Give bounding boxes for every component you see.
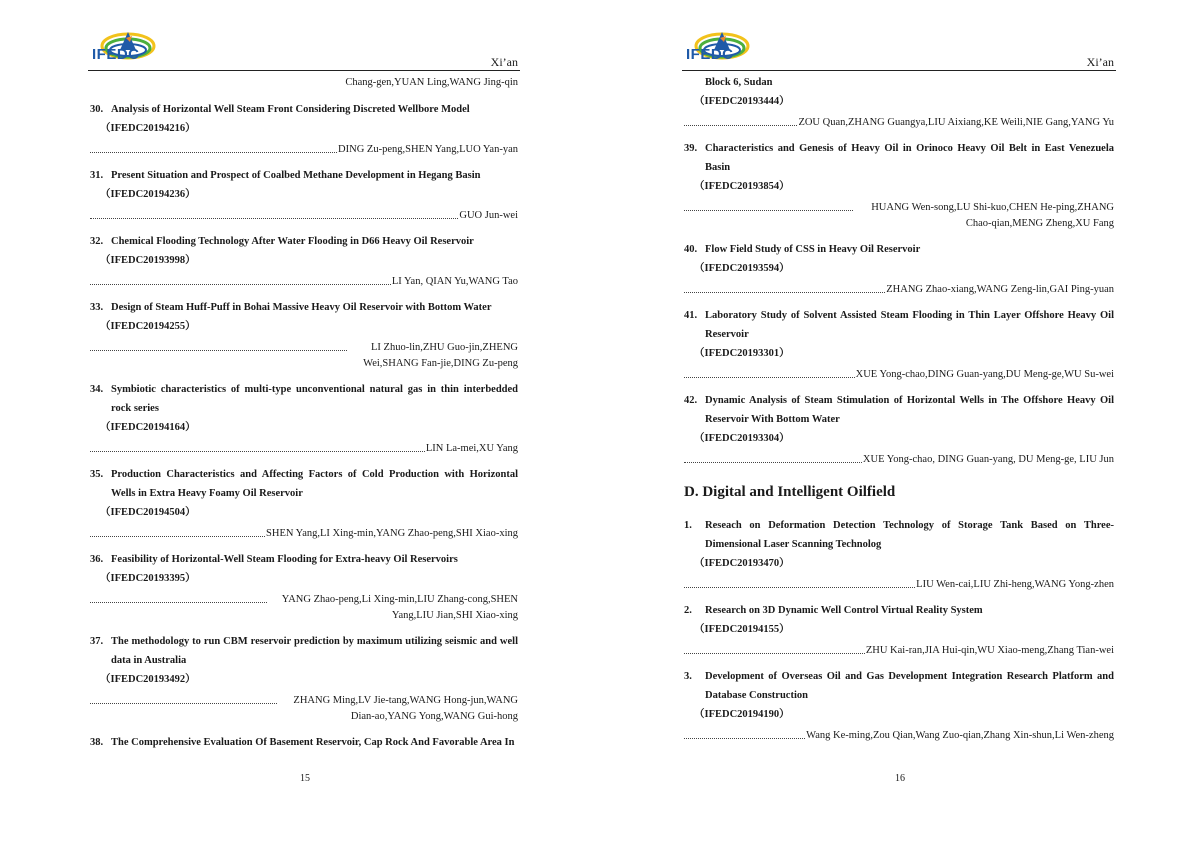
entry-title: Chemical Flooding Technology After Water Flooding in D66 Heavy Oil Reservoir (111, 236, 474, 247)
entry-number: 35. (90, 469, 104, 480)
entry-authors: LI Zhuo-lin,ZHU Guo-jin,ZHENG Wei,SHANG Fan-jie,DING Zu-peng (363, 342, 518, 369)
entry-authors: LI Yan, QIAN Yu,WANG Tao (391, 276, 518, 287)
paper-entry (90, 298, 518, 372)
leader-dots (684, 200, 853, 211)
paper-entry (684, 139, 1114, 232)
leader-dots (684, 728, 805, 739)
paper-entry (684, 306, 1114, 383)
paper-entry (684, 240, 1114, 298)
entry-list (684, 73, 1114, 752)
entry-list (90, 73, 518, 760)
paper-entry-continued (684, 73, 1114, 131)
paper-entry (90, 632, 518, 725)
entry-code: （IFEDC20194190） (694, 709, 790, 720)
entry-title: Block 6, Sudan (705, 77, 773, 88)
entry-number: 32. (90, 236, 104, 247)
leader-dots (684, 577, 915, 588)
paper-entry (90, 100, 518, 158)
entry-number: 1. (684, 520, 692, 531)
leader-dots (90, 592, 267, 603)
leader-dots (684, 643, 865, 654)
entry-number: 30. (90, 104, 104, 115)
page-left (88, 0, 520, 842)
entry-code: （IFEDC20193444） (694, 96, 790, 107)
entry-number: 41. (684, 310, 698, 321)
entry-number: 40. (684, 244, 698, 255)
entry-authors: ZHANG Zhao-xiang,WANG Zeng-lin,GAI Ping-yuan (886, 284, 1114, 295)
entry-title: Development of Overseas Oil and Gas Development Integration Research Platform and Database Construction (705, 671, 1114, 701)
entry-title: Present Situation and Prospect of Coalbed Methane Development in Hegang Basin (111, 170, 481, 181)
entry-title: Analysis of Horizontal Well Steam Front Considering Discreted Wellbore Model (111, 104, 470, 115)
entry-number: 37. (90, 636, 104, 647)
entry-authors: SHEN Yang,LI Xing-min,YANG Zhao-peng,SHI Xiao-xing (266, 528, 518, 539)
leader-dots (684, 282, 885, 293)
entry-authors: ZOU Quan,ZHANG Guangya,LIU Aixiang,KE Weili,NIE Gang,YANG Yu (798, 117, 1114, 128)
page-right (682, 0, 1116, 842)
entry-number: 2. (684, 605, 692, 616)
section-heading: D. Digital and Intelligent Oilfield (684, 484, 896, 500)
entry-title: The Comprehensive Evaluation Of Basement Reservoir, Cap Rock And Favorable Area In (111, 737, 515, 748)
entry-code: （IFEDC20193854） (694, 181, 790, 192)
entry-code: （IFEDC20193998） (100, 255, 196, 266)
header-location: Xi’an (490, 55, 518, 69)
entry-title: The methodology to run CBM reservoir prediction by maximum utilizing seismic and well data in Australia (111, 636, 518, 666)
entry-code: （IFEDC20194216） (100, 123, 196, 134)
entry-authors: LIN La-mei,XU Yang (425, 443, 518, 454)
entry-title: Laboratory Study of Solvent Assisted Steam Flooding in Thin Layer Offshore Heavy Oil Reservoir (705, 310, 1114, 340)
entry-code: （IFEDC20194504） (100, 507, 196, 518)
header-rule (88, 70, 520, 71)
entry-title: Characteristics and Genesis of Heavy Oil in Orinoco Heavy Oil Belt in East Venezuela Basin (705, 143, 1114, 173)
paper-entry (90, 550, 518, 624)
paper-entry (684, 667, 1114, 744)
leader-dots (90, 441, 425, 452)
entry-number: 3. (684, 671, 692, 682)
paper-entry (90, 465, 518, 542)
page-number: 15 (300, 773, 310, 784)
entry-code: （IFEDC20193594） (694, 263, 790, 274)
paper-entry (90, 232, 518, 290)
paper-entry (90, 166, 518, 224)
entry-number: 42. (684, 395, 698, 406)
entry-number: 31. (90, 170, 104, 181)
leader-dots (90, 526, 265, 537)
leader-dots (684, 115, 797, 126)
leader-dots (90, 340, 347, 351)
entry-title: Flow Field Study of CSS in Heavy Oil Reservoir (705, 244, 921, 255)
entry-authors: HUANG Wen-song,LU Shi-kuo,CHEN He-ping,ZHANG Chao-qian,MENG Zheng,XU Fang (871, 202, 1114, 229)
paper-entry (90, 380, 518, 457)
entry-authors: DING Zu-peng,SHEN Yang,LUO Yan-yan (338, 144, 518, 155)
leader-dots (90, 274, 391, 285)
entry-authors: Wang Ke-ming,Zou Qian,Wang Zuo-qian,Zhang Xin-shun,Li Wen-zheng (806, 730, 1114, 741)
page-number: 16 (895, 773, 905, 784)
entry-title: Production Characteristics and Affecting Factors of Cold Production with Horizontal Wells in Extra Heavy Foamy Oil Reservoir (111, 469, 518, 499)
entry-title: Feasibility of Horizontal-Well Steam Flooding for Extra-heavy Oil Reservoirs (111, 554, 458, 565)
leader-dots (90, 208, 458, 219)
entry-code: （IFEDC20193395） (100, 573, 196, 584)
entry-title: Dynamic Analysis of Steam Stimulation of Horizontal Wells in The Offshore Heavy Oil Reservoir With Bottom Water (705, 395, 1114, 425)
entry-number: 34. (90, 384, 104, 395)
paper-entry (684, 391, 1114, 468)
entry-code: （IFEDC20194164） (100, 422, 196, 433)
entry-code: （IFEDC20193470） (694, 558, 790, 569)
paper-entry (90, 733, 518, 752)
header-rule (682, 70, 1116, 71)
entry-number: 36. (90, 554, 104, 565)
entry-number: 39. (684, 143, 698, 154)
ifedc-logo (690, 18, 754, 72)
entry-authors: LIU Wen-cai,LIU Zhi-heng,WANG Yong-zhen (916, 579, 1114, 590)
entry-number: 38. (90, 737, 104, 748)
leader-dots (90, 693, 277, 704)
logo-text: IFEDC (92, 46, 140, 63)
entry-code: （IFEDC20193492） (100, 674, 196, 685)
entry-code: （IFEDC20194155） (694, 624, 790, 635)
logo-text: IFEDC (686, 46, 734, 63)
entry-code: （IFEDC20193301） (694, 348, 790, 359)
entry-title: Reseach on Deformation Detection Technology of Storage Tank Based on Three-Dimensional Laser Scanning Technolog (705, 520, 1114, 550)
ifedc-logo (96, 18, 160, 72)
paper-entry (684, 601, 1114, 659)
entry-title: Symbiotic characteristics of multi-type unconventional natural gas in thin interbedded rock series (111, 384, 518, 414)
leader-dots (684, 452, 862, 463)
entry-authors: XUE Yong-chao, DING Guan-yang, DU Meng-ge, LIU Jun (862, 454, 1114, 465)
entry-title: Research on 3D Dynamic Well Control Virtual Reality System (705, 605, 983, 616)
entry-code: （IFEDC20193304） (694, 433, 790, 444)
entry-authors: YANG Zhao-peng,Li Xing-min,LIU Zhang-cong,SHEN Yang,LIU Jian,SHI Xiao-xing (281, 594, 518, 621)
entry-number: 33. (90, 302, 104, 313)
entry-code: （IFEDC20194236） (100, 189, 196, 200)
leader-dots (684, 367, 855, 378)
leader-dots (90, 142, 337, 153)
entry-title: Design of Steam Huff-Puff in Bohai Massive Heavy Oil Reservoir with Bottom Water (111, 302, 492, 313)
paper-entry (684, 516, 1114, 593)
entry-authors: ZHU Kai-ran,JIA Hui-qin,WU Xiao-meng,Zhang Tian-wei (865, 645, 1114, 656)
entry-code: （IFEDC20194255） (100, 321, 196, 332)
entry-authors: GUO Jun-wei (459, 210, 518, 221)
header-location: Xi’an (1086, 55, 1114, 69)
entry-authors: XUE Yong-chao,DING Guan-yang,DU Meng-ge,WU Su-wei (855, 369, 1114, 380)
entry-authors: ZHANG Ming,LV Jie-tang,WANG Hong-jun,WANG Dian-ao,YANG Yong,WANG Gui-hong (293, 695, 518, 722)
continued-authors: Chang-gen,YUAN Ling,WANG Jing-qin (345, 77, 518, 88)
